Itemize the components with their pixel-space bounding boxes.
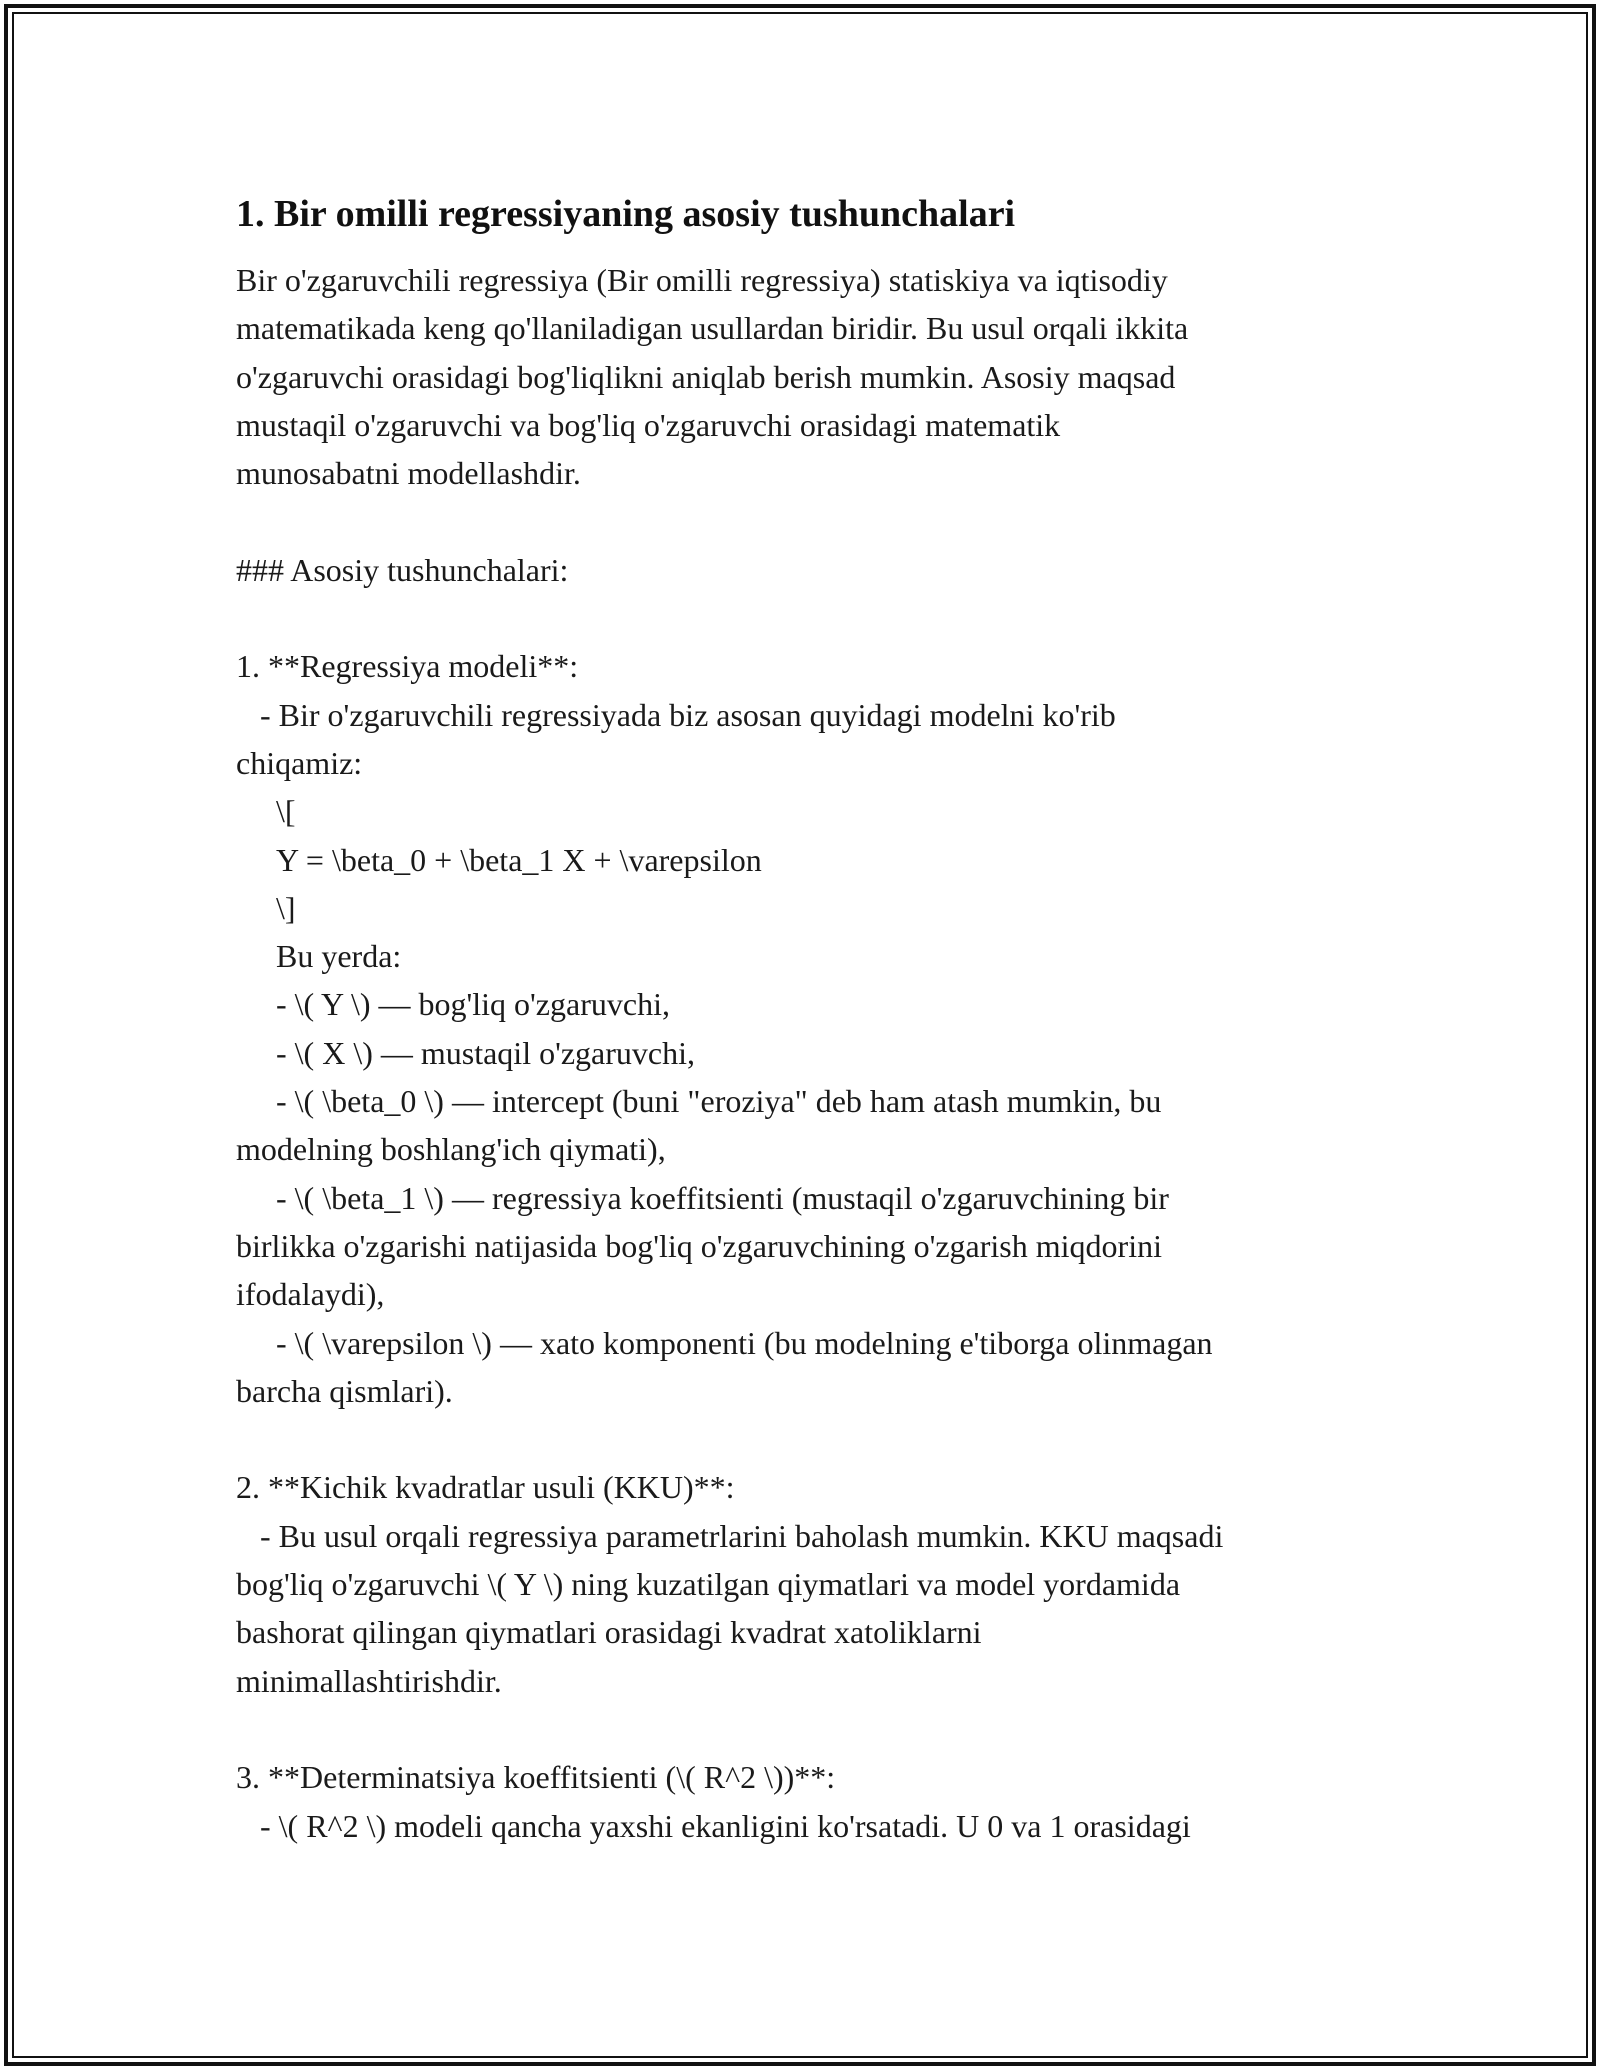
document-body: Bir o'zgaruvchili regressiya (Bir omilli regressiya) statiskiya va iqtisodiy matematikada keng qo'llaniladigan usullardan biridir. Bu usul orqali ikkita o'zgaruvchi orasidagi bog'liqlikni aniqlab berish mumkin. Asosiy maqsad mustaqil o'zgaruvchi va bog'liq o'zgaruvchi orasidagi matematik munosabatni modellashdir. ### Asosiy tushunchalari: 1. **Regressiya modeli**: - Bir o'zgaruvchili regressiyada biz asosan quyidagi modelni ko'rib chiqamiz: \[ Y = \beta_0 + \beta_1 X + \varepsilon \] Bu yerda: - \( Y \) — bog'liq o'zgaruvchi, - \( X \) — mustaqil o'zgaruvchi, - \( \beta_0 \) — intercept (buni "eroziya" deb ham atash mumkin, bu modelning boshlang'ich qiymati), - \( \beta_1 \) — regressiya koeffitsienti (mustaqil o'zgaruvchining bir birlikka o'zgarishi natijasida bog'liq o'zgaruvchining o'zgarish miqdorini ifodalaydi), - \( \varepsilon \) — xato komponenti (bu modelning e'tiborga olinmagan barcha qismlari). 2. **Kichik kvadratlar usuli (KKU)**: - Bu usul orqali regressiya parametrlarini baholash mumkin. KKU maqsadi bog'liq o'zgaruvchi \( Y \) ning kuzatilgan qiymatlari va model yordamida bashorat qilingan qiymatlari orasidagi kvadrat xatoliklarni minimallashtirishdir. 3. **Determinatsiya koeffitsienti (\( R^2 \))**: - \( R^2 \) modeli qancha yaxshi ekanligini ko'rsatadi. U 0 va 1 orasidagi [236,262,1224,1844]
document-content [236,186,1376,1850]
document-title: 1. Bir omilli regressiyaning asosiy tushunchalari [236,193,1016,235]
